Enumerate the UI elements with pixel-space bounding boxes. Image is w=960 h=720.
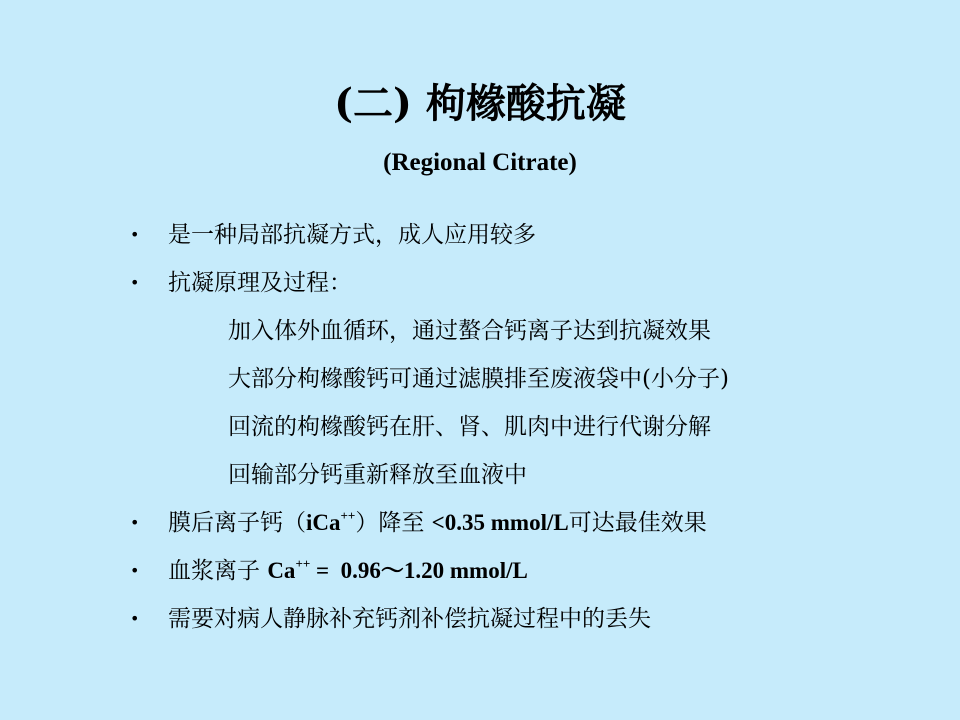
process-step-3: 回流的枸橼酸钙在肝、肾、肌肉中进行代谢分解 xyxy=(228,414,711,440)
bullet-text xyxy=(168,554,528,588)
ion-symbol: iCa xyxy=(306,510,341,535)
ion-charge: ++ xyxy=(340,508,356,523)
bullet-text: 是一种局部抗凝方式，成人应用较多 xyxy=(168,222,536,248)
process-step-1: 加入体外血循环，通过螯合钙离子达到抗凝效果 xyxy=(228,318,711,344)
bullet-item-post-filter-ica xyxy=(130,506,707,540)
text-segment: 膜后离子钙（ xyxy=(168,510,306,536)
bullet-text: 抗凝原理及过程： xyxy=(168,270,352,296)
bullet-item-plasma-ca xyxy=(130,554,528,588)
process-step-4: 回输部分钙重新释放至血液中 xyxy=(228,462,527,488)
ion-symbol: Ca xyxy=(267,558,296,583)
text-segment: 血浆离子 xyxy=(168,558,268,584)
bullet-icon: • xyxy=(130,561,140,580)
concentration-range: = 0.96～1.20 mmol/L xyxy=(310,558,528,583)
slide-subtitle: (Regional Citrate) xyxy=(383,149,577,176)
bullet-icon: • xyxy=(130,513,140,532)
bullet-icon: • xyxy=(130,225,140,244)
process-step-2: 大部分枸橼酸钙可通过滤膜排至废液袋中(小分子) xyxy=(228,366,729,392)
bullet-text xyxy=(168,506,707,540)
slide-title: (二) 枸橼酸抗凝 xyxy=(334,80,626,127)
ion-charge: ++ xyxy=(295,556,311,571)
text-segment: 可达最佳效果 xyxy=(568,510,707,536)
bullet-text: 需要对病人静脉补充钙剂补偿抗凝过程中的丢失 xyxy=(168,606,651,632)
concentration-value: <0.35 mmol/L xyxy=(431,510,569,535)
text-segment: ）降至 xyxy=(355,510,432,536)
bullet-item-calcium-supplement xyxy=(130,602,651,636)
bullet-item-local-anticoagulation xyxy=(130,218,536,252)
bullet-icon: • xyxy=(130,609,140,628)
bullet-icon: • xyxy=(130,273,140,292)
bullet-item-principle xyxy=(130,266,352,300)
